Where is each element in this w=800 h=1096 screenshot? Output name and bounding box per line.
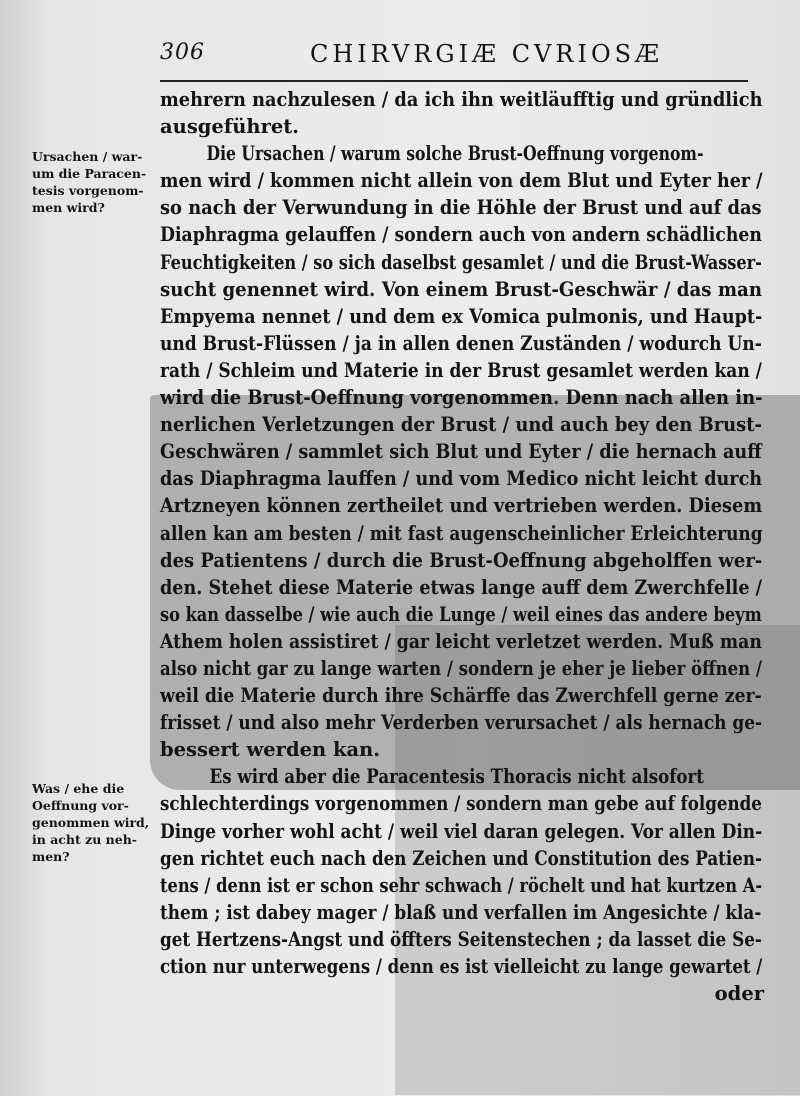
text-line: bessert werden kan. <box>160 738 381 762</box>
page-header <box>160 40 750 80</box>
text-line: ction nur unterwegens / denn es ist vielleicht zu lange gewartet / <box>160 955 763 978</box>
text-line: Diaphragma gelauffen / sondern auch von andern schädlichen <box>160 223 762 247</box>
text-line: Die Ursachen / warum solche Brust-Oeffnung vorgenom- <box>206 142 704 166</box>
text-line: wird die Brust-Oeffnung vorgenommen. Denn nach allen in- <box>160 386 763 410</box>
text-line: des Patientens / durch die Brust-Oeffnung abgeholffen wer- <box>160 548 763 572</box>
text-line: allen kan am besten / mit fast augenscheinlicher Erleichterung <box>160 521 763 545</box>
text-line: den. Stehet diese Materie etwas lange auff dem Zwerchfelle / <box>160 575 763 599</box>
text-line: them ; ist dabey mager / blaß und verfallen im Angesichte / kla- <box>160 900 762 924</box>
text-line: gen richtet euch nach den Zeichen und Constitution des Patien- <box>160 846 763 870</box>
margin-note-line: men? <box>32 849 70 864</box>
text-line: und Brust-Flüssen / ja in allen denen Zuständen / wodurch Un- <box>160 331 762 355</box>
text-line: frisset / und also mehr Verderben verursachet / als hernach ge- <box>160 711 763 735</box>
margin-note-causes <box>32 148 154 216</box>
text-line: so nach der Verwundung in die Höhle der Brust und auf das <box>160 196 762 220</box>
text-line: das Diaphragma lauffen / und vom Medico nicht leicht durch <box>160 467 763 491</box>
show-through-text <box>32 263 147 308</box>
text-line: Feuchtigkeiten / so sich daselbst gesamlet / und die Brust-Wasser- <box>160 250 762 274</box>
text-line: nerlichen Verletzungen der Brust / und auch bey den Brust- <box>160 413 762 437</box>
catchword: oder <box>714 982 764 1006</box>
margin-note-line: Was / ehe die <box>32 781 125 796</box>
text-line: Athem holen assistiret / gar leicht verletzet werden. Muß man <box>160 629 762 653</box>
text-line: weil die Materie durch ihre Schärffe das Zwerchfell gerne zer- <box>160 684 762 708</box>
text-line: so kan dasselbe / wie auch die Lunge / weil eines das andere beym <box>160 602 762 626</box>
text-line: get Hertzens-Angst und öffters Seitenstechen ; da lasset die Se- <box>160 927 762 951</box>
text-line: mehrern nachzulesen / da ich ihn weitläufftig und gründlich <box>160 88 763 111</box>
text-line: Empyema nennet / und dem ex Vomica pulmonis, und Haupt- <box>160 304 763 328</box>
margin-note-line: genommen wird, <box>32 815 150 830</box>
text-line: men wird / kommen nicht allein von dem Blut und Eyter her / <box>160 169 763 193</box>
text-line: Artzneyen können zertheilet und vertrieben werden. Diesem <box>160 494 763 518</box>
margin-note-line: men wird? <box>32 200 105 215</box>
text-line: Dinge vorher wohl acht / weil viel daran gelegen. Vor allen Din- <box>160 819 763 843</box>
margin-note-line: in acht zu neh- <box>32 832 137 847</box>
body-text <box>160 86 764 1007</box>
text-line: rath / Schleim und Materie in der Brust gesamlet werden kan / <box>160 358 762 382</box>
text-line: sucht genennet wird. Von einem Brust-Geschwär / das man <box>160 277 763 301</box>
margin-note-line: Oeffnung vor- <box>32 798 129 813</box>
text-line: Geschwären / sammlet sich Blut und Eyter / die hernach auff <box>160 440 762 464</box>
running-head: CHIRVRGIÆ CVRIOSÆ <box>310 40 664 68</box>
text-line: Es wird aber die Paracentesis Thoracis nicht alsofort <box>209 765 704 789</box>
header-rule <box>160 80 748 82</box>
page-number: 306 <box>160 40 205 65</box>
text-line: also nicht gar zu lange warten / sondern je eher je lieber öffnen / <box>160 656 762 680</box>
margin-note-precautions <box>32 780 154 865</box>
text-line: schlechterdings vorgenommen / sondern man gebe auf folgende <box>160 792 762 816</box>
text-line: tens / denn ist er schon sehr schwach / röchelt und hat kurtzen A- <box>160 873 763 897</box>
margin-note-line: um die Paracen- <box>32 166 147 181</box>
margin-note-line: tesis vorgenom- <box>32 183 144 198</box>
margin-note-line: Ursachen / war- <box>32 149 143 164</box>
text-line: ausgeführet. <box>160 115 300 139</box>
